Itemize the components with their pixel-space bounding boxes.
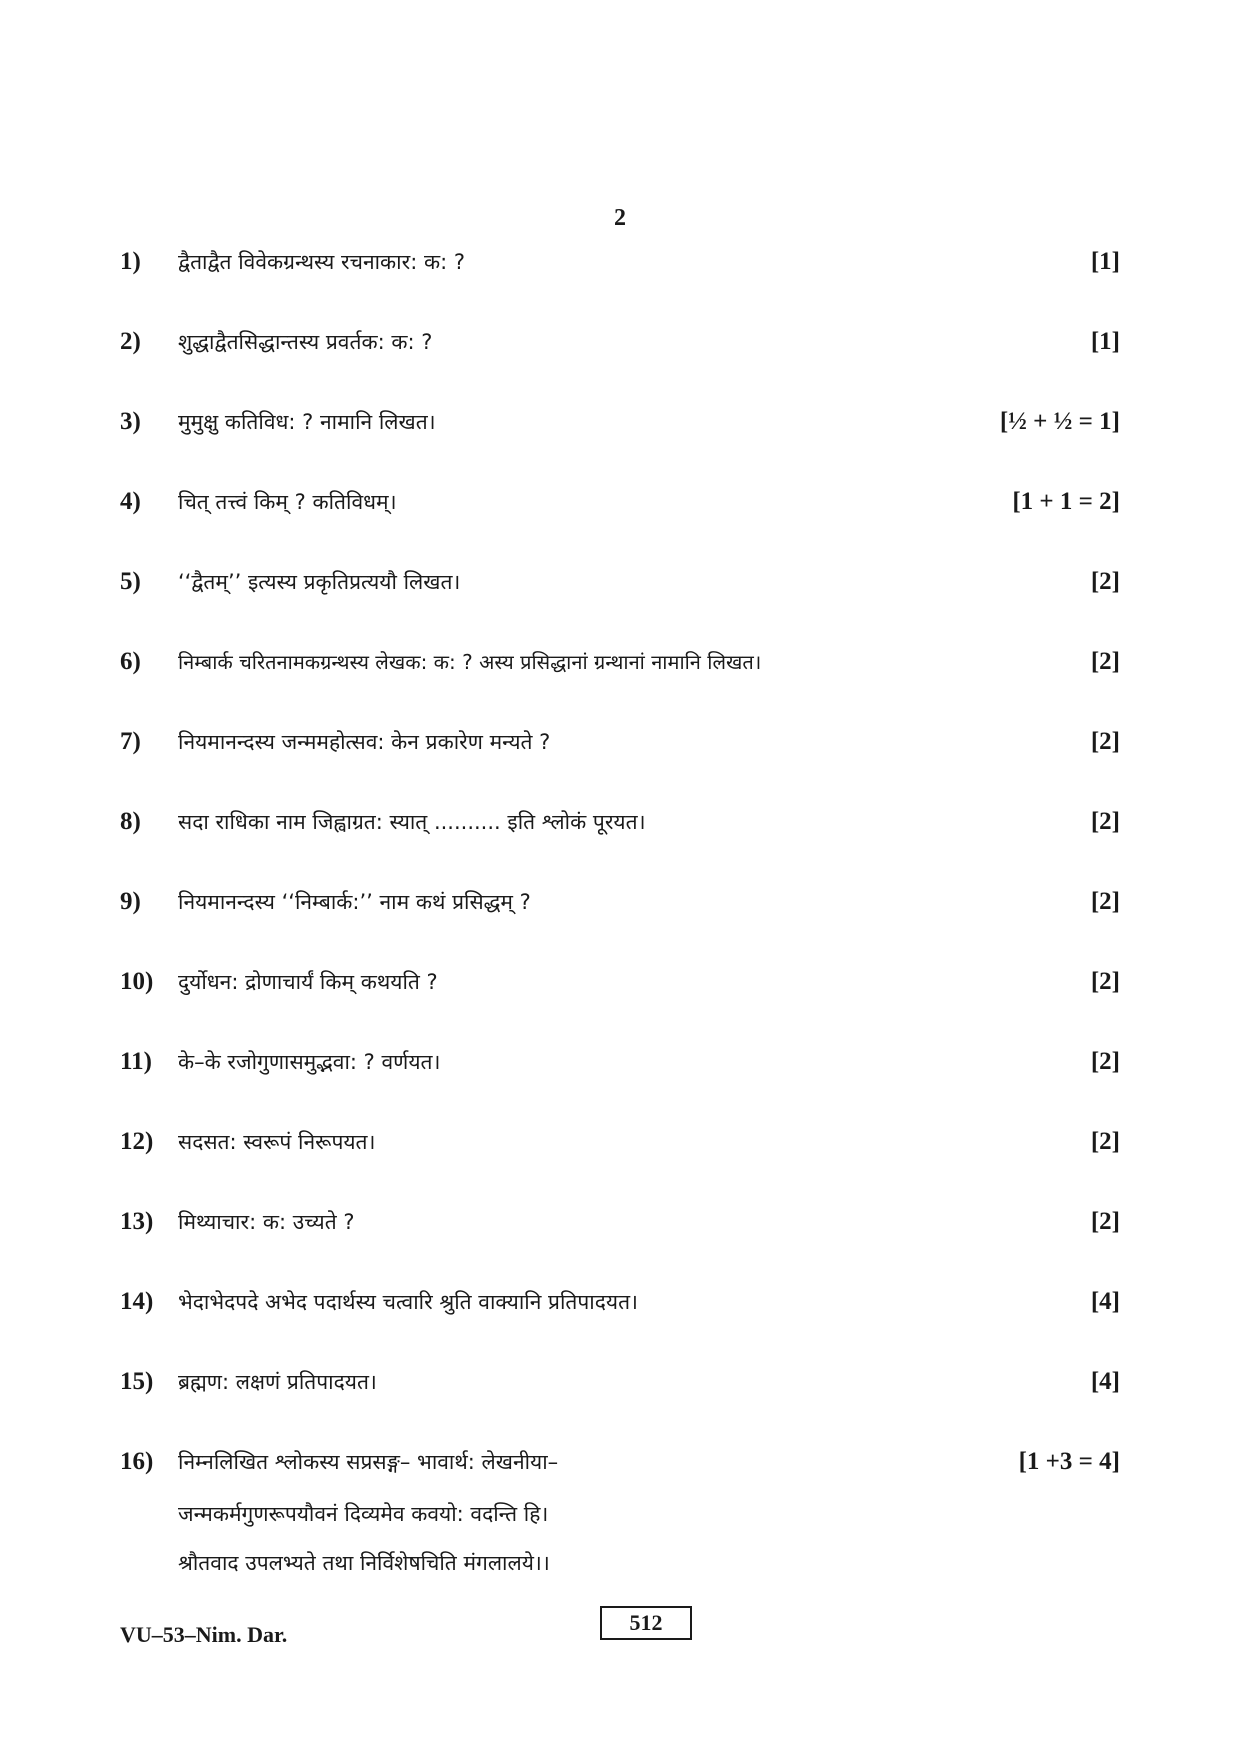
- question-text: ‘‘द्वैतम्’’ इत्यस्य प्रकृतिप्रत्ययौ लिखत।: [178, 570, 461, 594]
- question-number: 6): [120, 648, 141, 675]
- question-text: चित् तत्त्वं किम् ? कतिविधम्।: [178, 490, 397, 514]
- question-number: 16): [120, 1448, 154, 1475]
- question-text: नियमानन्दस्य जन्ममहोत्सव: केन प्रकारेण मन्यते ?: [178, 730, 551, 754]
- question-marks: [1 +3 = 4]: [1018, 1448, 1120, 1475]
- question-5: [120, 565, 1120, 615]
- question-text: भेदाभेदपदे अभेद पदार्थस्य चत्वारि श्रुति वाक्यानि प्रतिपादयत।: [178, 1290, 639, 1314]
- question-number: 11): [120, 1048, 152, 1075]
- question-text: के–के रजोगुणासमुद्भवा: ? वर्णयत।: [178, 1050, 441, 1074]
- page-number: 2: [614, 205, 626, 231]
- question-marks: [2]: [1090, 1048, 1120, 1075]
- question-number: 14): [120, 1288, 154, 1315]
- question-text: द्वैताद्वैत विवेकग्रन्थस्य रचनाकार: क: ?: [178, 250, 465, 274]
- question-text: सदसत: स्वरूपं निरूपयत।: [178, 1130, 376, 1154]
- question-3: [120, 405, 1120, 455]
- question-1: [120, 245, 1120, 295]
- question-8: [120, 805, 1120, 855]
- question-marks: [2]: [1090, 1208, 1120, 1235]
- verse-line-2: श्रौतवाद उपलभ्यते तथा निर्विशेषचिति मंगलालये।।: [178, 1551, 550, 1575]
- question-text: शुद्धाद्वैतसिद्धान्तस्य प्रवर्तक: क: ?: [178, 330, 433, 354]
- question-4: [120, 485, 1120, 535]
- question-number: 7): [120, 728, 141, 755]
- question-13: [120, 1205, 1120, 1255]
- question-12: [120, 1125, 1120, 1175]
- question-6: [120, 645, 1120, 695]
- question-marks: [2]: [1090, 888, 1120, 915]
- question-text: निम्बार्क चरितनामकग्रन्थस्य लेखक: क: ? अस्य प्रसिद्धानां ग्रन्थानां नामानि लिखत।: [178, 650, 762, 674]
- question-marks: [½ + ½ = 1]: [999, 408, 1120, 435]
- question-number: 12): [120, 1128, 154, 1155]
- question-text: नियमानन्दस्य ‘‘निम्बार्क:’’ नाम कथं प्रसिद्धम् ?: [178, 890, 531, 914]
- question-marks: [2]: [1090, 648, 1120, 675]
- question-number: 5): [120, 568, 141, 595]
- question-marks: [4]: [1090, 1288, 1120, 1315]
- question-marks: [2]: [1090, 968, 1120, 995]
- question-text: मिथ्याचार: क: उच्यते ?: [178, 1210, 355, 1234]
- question-text: निम्नलिखित श्लोकस्य सप्रसङ्ग– भावार्थ: लेखनीया–: [178, 1450, 559, 1474]
- page-box: 512: [600, 1606, 692, 1640]
- question-2: [120, 325, 1120, 375]
- question-marks: [1]: [1090, 248, 1120, 275]
- question-marks: [2]: [1090, 568, 1120, 595]
- question-marks: [1 + 1 = 2]: [1012, 488, 1120, 515]
- question-marks: [2]: [1090, 728, 1120, 755]
- question-number: 15): [120, 1368, 154, 1395]
- question-marks: [2]: [1090, 808, 1120, 835]
- question-number: 4): [120, 488, 141, 515]
- question-number: 9): [120, 888, 141, 915]
- verse-line-1: जन्मकर्मगुणरूपयौवनं दिव्यमेव कवयो: वदन्ति हि।: [178, 1502, 549, 1526]
- question-10: [120, 965, 1120, 1015]
- question-marks: [1]: [1090, 328, 1120, 355]
- question-number: 2): [120, 328, 141, 355]
- question-14: [120, 1285, 1120, 1335]
- question-16: [120, 1445, 1120, 1495]
- question-9: [120, 885, 1120, 935]
- question-7: [120, 725, 1120, 775]
- question-15: [120, 1365, 1120, 1415]
- question-marks: [4]: [1090, 1368, 1120, 1395]
- question-number: 8): [120, 808, 141, 835]
- question-text: दुर्योधन: द्रोणाचार्यं किम् कथयति ?: [178, 970, 438, 994]
- question-11: [120, 1045, 1120, 1095]
- question-text: सदा राधिका नाम जिह्वाग्रत: स्यात् .......... इति श्लोकं पूरयत।: [178, 810, 646, 834]
- question-marks: [2]: [1090, 1128, 1120, 1155]
- question-number: 1): [120, 248, 141, 275]
- question-number: 3): [120, 408, 141, 435]
- question-number: 10): [120, 968, 154, 995]
- question-text: मुमुक्षु कतिविध: ? नामानि लिखत।: [178, 410, 436, 434]
- question-text: ब्रह्मण: लक्षणं प्रतिपादयत।: [178, 1370, 377, 1394]
- paper-code: VU–53–Nim. Dar.: [120, 1622, 288, 1647]
- question-number: 13): [120, 1208, 154, 1235]
